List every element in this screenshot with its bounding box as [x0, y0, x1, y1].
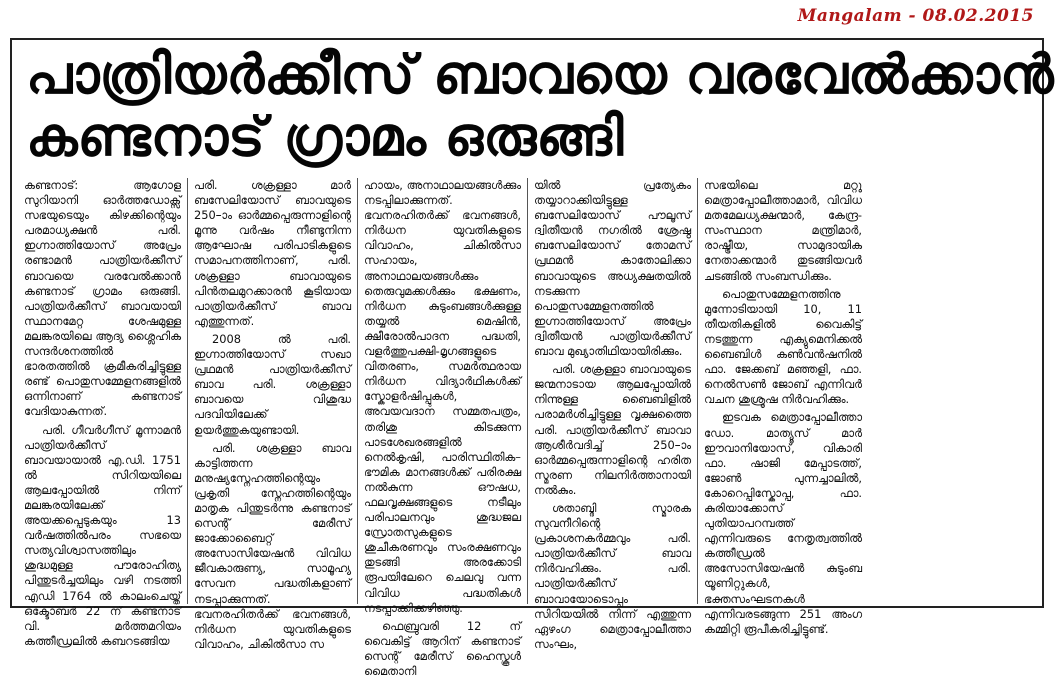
paragraph: ഹായം, അനാഥാലയങ്ങൾക്കും നടപ്പിലാക്കുന്നത്. ഭവനരഹിതർക്ക് ഭവനങ്ങൾ, നിർധന യുവതികളുടെ വിവാഹം, ചികിൽസാ സഹായം, അനാഥാലയങ്ങൾക്കും തെരുവുമക്കൾക്കും ഭക്ഷണം, നിർധന കുടുംബങ്ങൾക്കുള്ള തയ്യൽ മെഷിൻ, ക്ഷീരോൽപാദന പദ്ധതി, വളർത്തുപക്ഷി-മൃഗങ്ങളുടെ വിതരണം, സമർത്ഥരായ നിർധന വിദ്യാർഥികൾക്ക് സ്കോളർഷിപ്പുകൾ, അവയവദാന സമ്മതപത്രം, തരിശു കിടക്കുന്ന പാടശേഖരങ്ങളിൽ നെൽകൃഷി, പാരിസ്ഥിതിക–ഭൗമിക മാനങ്ങൾക്ക് പരിരക്ഷ നൽകുന്ന ഔഷധ, ഫലവൃക്ഷങ്ങളുടെ നടീലും പരിപാലനവും ശുദ്ധജല സ്രോതസുകളുടെ ശുചീകരണവും സംരക്ഷണവും തുടങ്ങി അരക്കോടി രൂപയിലേറെ ചെലവു വന്ന വിവിധ പദ്ധതികൾ നടപ്പാക്കിക്കഴിഞ്ഞു. [364, 178, 521, 615]
body-column-5 [698, 178, 868, 636]
paragraph: യിൽ പ്രത്യേകം തയ്യാറാക്കിയിട്ടുള്ള ബസേലിയോസ് പൗലൂസ് ദ്വിതീയൻ നഗരിൽ ശ്രേഷ്ഠ ബസേലിയോസ് തോമസ് പ്രഥമൻ കാതോലിക്കാ ബാവായുടെ അധ്യക്ഷതയിൽ നടക്കുന്ന പൊതുസമ്മേളനത്തിൽ ഇഗ്നാത്തിയോസ് അപ്രേം ദ്വിതീയൻ പാത്രിയർക്കീസ് ബാവ മുഖ്യാതിഥിയായിരിക്കും. [534, 178, 691, 359]
paragraph: ശതാബ്ദി സ്മാരക സുവനീറിന്റെ പ്രകാശനകർമ്മവും പരി. പാത്രിയർക്കീസ് ബാവ നിർവഹിക്കും. പരി. പാത്രിയർക്കീസ് ബാവായോടൊപ്പം സിറിയയിൽ നിന്ന് എത്തുന്ന ഏഴംഗ മെത്രാപ്പോലീത്താ സംഘം, [534, 500, 691, 651]
paragraph: പൊതുസമ്മേളനത്തിനു മുന്നോടിയായി 10, 11 തീയതികളിൽ വൈകിട്ട് നടത്തുന്ന എക്യുമെനിക്കൽ ബൈബിൾ കൺവൻഷനിൽ ഫാ. ജേക്കബ് മഞ്ഞളി, ഫാ. നെൽസൺ ജോബ് എന്നിവർ വചന ശുശ്രൂഷ നിർവഹിക്കും. [704, 286, 862, 407]
article-body [18, 178, 1038, 678]
body-column-1 [18, 178, 188, 648]
paragraph: ഫെബ്രുവരി 12 ന് വൈകിട്ട് ആറിന് കണ്ടനാട് സെന്റ് മേരീസ് ഹൈസ്കൂൾ മൈതാനി [364, 618, 521, 678]
paragraph: 2008 ൽ പരി. ഇഗ്നാത്തിയോസ് സഖാ പ്രഥമൻ പാത്രിയർക്കീസ് ബാവ പരി. ശക്രള്ളാ ബാവയെ വിശുദ്ധ പദവിയിലേക്ക് ഉയർത്തുകയുണ്ടായി. [194, 331, 351, 437]
paragraph: സഭയിലെ മറ്റു മെത്രാപ്പോലീത്താമാർ, വിവിധ മതമേലധ്യക്ഷന്മാർ, കേന്ദ്ര-സംസ്ഥാന മന്ത്രിമാർ, രാഷ്ട്രീയ, സാമുദായിക നേതാക്കന്മാർ തുടങ്ങിയവർ ചടങ്ങിൽ സംബന്ധിക്കും. [704, 178, 862, 283]
article-frame [10, 38, 1054, 678]
paragraph: പരി. ഗീവർഗീസ് മൂന്നാമൻ പാത്രിയർക്കീസ് ബാവയായാൽ എ.ഡി. 1751 ൽ സിറിയയിലെ ആലപ്പോയിൽ നിന്ന് മലങ്കരയിലേക്ക് അയക്കപ്പെടുകയും 13 വർഷത്തിൽപരം സഭയെ സത്യവിശ്വാസത്തിലും ശുദ്ധമുള്ള പൗരോഹിത്യ പിന്തുടർച്ചയിലും വഴി നടത്തി എഡി 1764 ൽ കാലംചെയ്ത് ഒക്ടോബർ 22 ന് കണ്ടനാട് വി. മർത്തമറിയം കത്തീഡ്രലിൽ കബറടങ്ങിയ [24, 422, 181, 648]
headline-line-1: പാത്രിയർക്കീസ് ബാവയെ വരവേൽക്കാൻ [26, 43, 1054, 106]
paragraph: ഇടവക മെത്രാപ്പോലീത്താ ഡോ. മാത്യൂസ് മാർ ഈവാനിയോസ്, വികാരി ഫാ. ഷാജി മേപ്പാടത്ത്, ജോൺ പുന്നച്ചാലിൽ, കോറെപ്പിസ്കോപ്പ, ഫാ. കുരിയാക്കോസ് പുതിയാപറമ്പത്ത് എന്നിവരുടെ നേതൃത്വത്തിൽ കത്തീഡ്രൽ അസോസിയേഷൻ കുടുംബ യൂണിറ്റുകൾ, ഭക്തസംഘടനകൾ എന്നിവരടങ്ങുന്ന 251 അംഗ കമ്മിറ്റി രൂപീകരിച്ചിട്ടുണ്ട്. [704, 410, 862, 636]
body-column-3 [358, 178, 528, 678]
source-dateline: Mangalam - 08.02.2015 [797, 6, 1034, 26]
paragraph: പരി. ശക്രള്ളാ ബാവായുടെ ജന്മനാടായ ആലപ്പോയിൽ നിന്നുള്ള ബൈബിളിൽ പരാമർശിച്ചിട്ടുള്ള വൃക്ഷത്തൈ പരി. പാത്രിയർക്കീസ് ബാവാ ആശീർവദിച്ച് 250–ാം ഓർമ്മപ്പെരുന്നാളിന്റെ ഹരിത സ്മരണ നിലനിർത്താനായി നൽകും. [534, 362, 691, 497]
headline [26, 43, 1054, 168]
body-column-4 [528, 178, 698, 651]
paragraph: പരി. ശക്രള്ളാ ബാവ കാട്ടിത്തന്ന മനുഷ്യസ്നേഹത്തിന്റെയും പ്രകൃതി സ്നേഹത്തിന്റെയും മാതൃക പിന്തുടർന്നു കണ്ടനാട് സെന്റ് മേരീസ് ജാക്കോബൈറ്റ് അസോസിയേഷൻ വിവിധ ജീവകാരുണ്യ, സാമൂഹ്യ സേവന പദ്ധതികളാണ് നടപ്പാക്കുന്നത്. ഭവനരഹിതർക്ക് ഭവനങ്ങൾ, നിർധന യുവതികളുടെ വിവാഹം, ചികിൽസാ സ [194, 440, 351, 651]
body-column-2 [188, 178, 358, 651]
paragraph: പരി. ശക്രള്ളാ മാർ ബസേലിയോസ് ബാവയുടെ 250–ാം ഓർമ്മപ്പെരുന്നാളിന്റെ മൂന്നു വർഷം നീണ്ടുനിന്ന ആഘോഷ പരിപാടികളുടെ സമാപനത്തിനാണ്, പരി. ശക്രള്ളാ ബാവായുടെ പിൻതലമുറക്കാരൻ കൂടിയായ പാത്രിയർക്കീസ് ബാവ എത്തുന്നത്. [194, 178, 351, 328]
headline-line-2: കണ്ടനാട് ഗ്രാമം ഒരുങ്ങി [26, 105, 624, 168]
paragraph: കണ്ടനാട്: ആഗോള സുറിയാനി ഓർത്തഡോക്സ് സഭയുടെയും കിഴക്കിന്റെയും പരമാധ്യക്ഷൻ പരി. ഇഗ്നാത്തിയോസ് അപ്രേം രണ്ടാമൻ പാത്രിയർക്കീസ് ബാവയെ വരവേൽക്കാൻ കണ്ടനാട് ഗ്രാമം ഒരുങ്ങി. പാത്രിയർക്കീസ് ബാവയായി സ്ഥാനമേറ്റ ശേഷമുള്ള മലങ്കരയിലെ ആദ്യ ശ്ലൈഹിക സന്ദർശനത്തിൽ ഭാരതത്തിൽ ക്രമീകരിച്ചിട്ടുള്ള രണ്ട് പൊതുസമ്മേളനങ്ങളിൽ ഒന്നിനാണ് കണ്ടനാട് വേദിയാകുന്നത്. [24, 178, 181, 419]
